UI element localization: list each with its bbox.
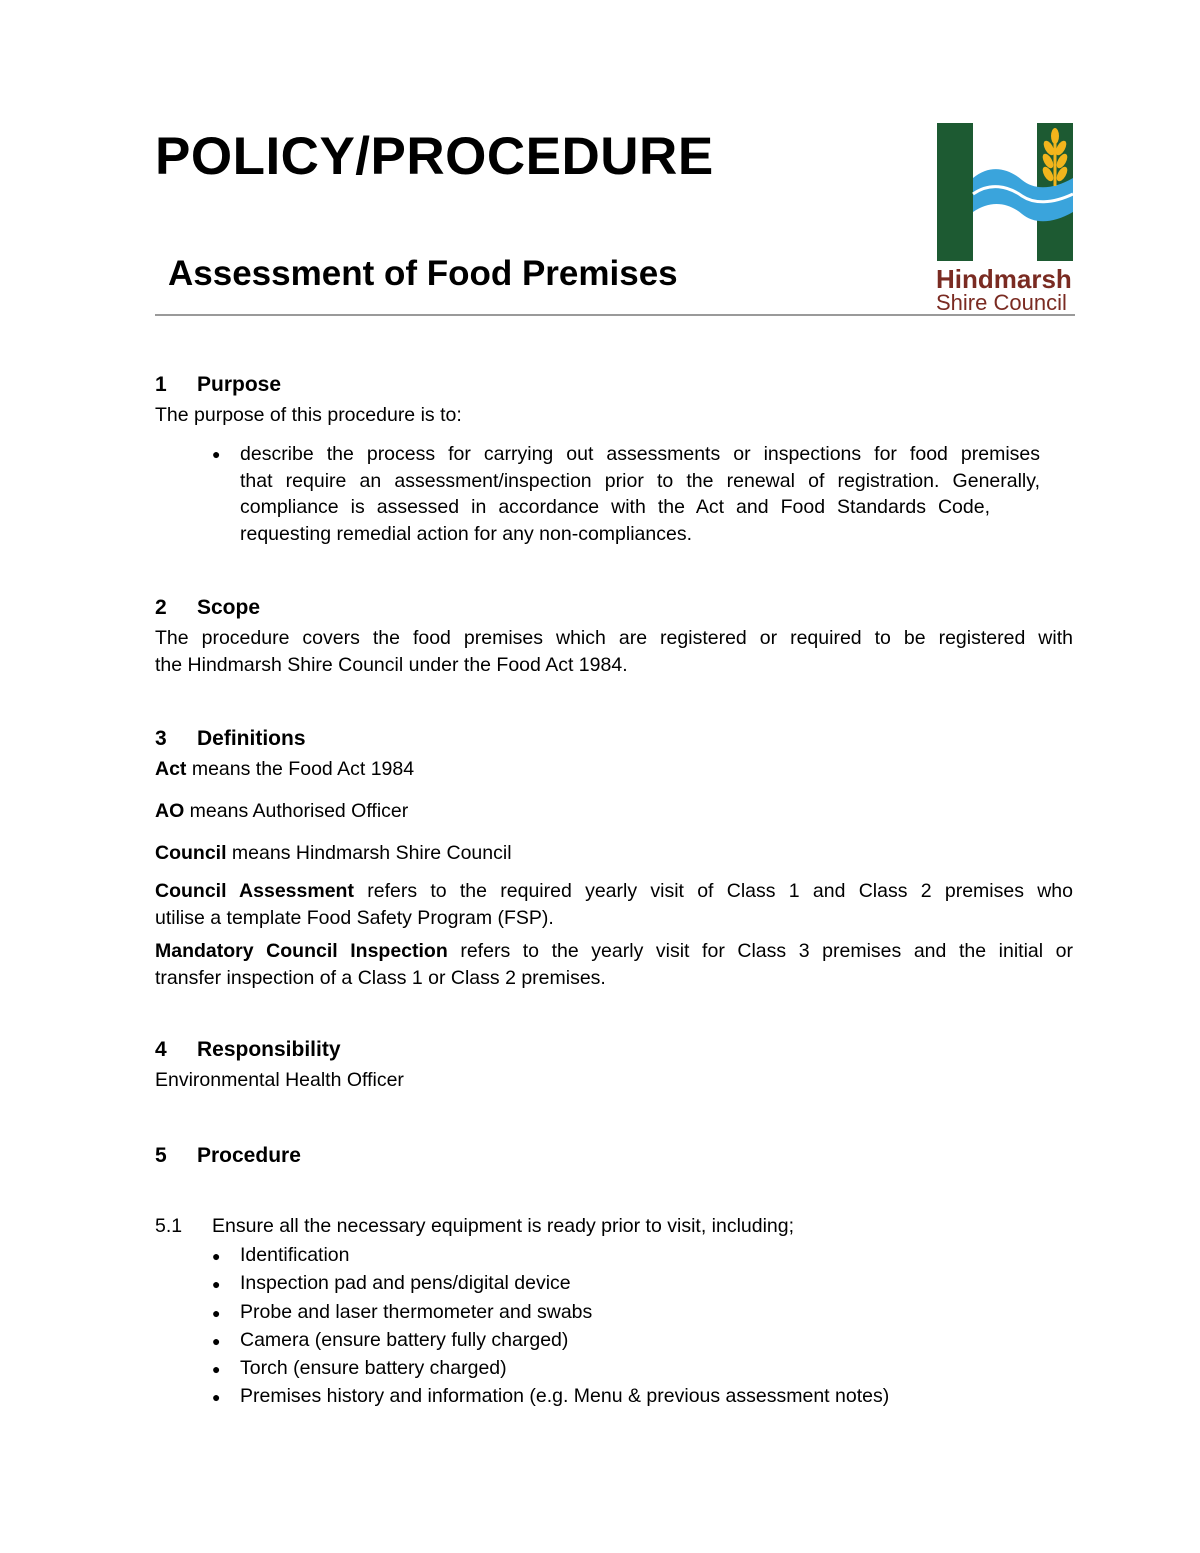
list-item bbox=[212, 1383, 889, 1411]
list-item-text: Inspection pad and pens/digital device bbox=[240, 1272, 571, 1295]
section-title: Responsibility bbox=[197, 1038, 341, 1061]
list-item-text: Camera (ensure battery fully charged) bbox=[240, 1328, 569, 1351]
step-text: Ensure all the necessary equipment is ready prior to visit, including; bbox=[212, 1215, 795, 1237]
definition-council-assessment bbox=[155, 878, 1073, 931]
definition-text: means Authorised Officer bbox=[184, 800, 409, 822]
scope-paragraph bbox=[155, 625, 1073, 678]
procedure-step bbox=[155, 1213, 794, 1240]
bullet-icon: ● bbox=[212, 1276, 221, 1293]
section-heading-procedure bbox=[155, 1145, 301, 1166]
bullet-line: describe the process for carrying out assessments or inspections for food premises bbox=[240, 443, 1040, 465]
definition-act bbox=[155, 756, 414, 783]
definition-text: means the Food Act 1984 bbox=[186, 758, 415, 780]
definition-line bbox=[155, 938, 1073, 965]
definition-term: Council bbox=[155, 842, 227, 864]
definition-term: AO bbox=[155, 800, 185, 822]
bullet-icon: ● bbox=[212, 1248, 221, 1264]
list-item-text: Torch (ensure battery charged) bbox=[240, 1357, 507, 1380]
list-item bbox=[212, 1299, 889, 1327]
bullet-icon: ● bbox=[212, 1304, 221, 1321]
section-number: 1 bbox=[155, 373, 167, 396]
section-number: 2 bbox=[155, 596, 167, 619]
council-logo bbox=[930, 120, 1080, 320]
responsibility-text: Environmental Health Officer bbox=[155, 1069, 404, 1091]
section-number: 5 bbox=[155, 1144, 167, 1167]
section-heading-definitions bbox=[155, 728, 306, 749]
definition-council bbox=[155, 840, 512, 867]
definition-text: refers to the required yearly visit of Class 1 and Class 2 premises who bbox=[353, 880, 1074, 902]
bullet-icon: ● bbox=[212, 446, 221, 462]
section-number: 3 bbox=[155, 727, 167, 750]
bullet-line: that require an assessment/inspection prior to the renewal of registration. Generally, bbox=[240, 469, 1040, 492]
list-item bbox=[212, 1242, 889, 1270]
step-number: 5.1 bbox=[155, 1215, 183, 1237]
section-title: Purpose bbox=[197, 373, 282, 396]
bullet-icon: ● bbox=[212, 1389, 221, 1406]
council-logo-mark bbox=[930, 120, 1080, 262]
section-title: Scope bbox=[197, 596, 261, 619]
section-heading-purpose bbox=[155, 374, 281, 395]
list-item bbox=[212, 1327, 889, 1355]
list-item-text: Premises history and information (e.g. Menu & previous assessment notes) bbox=[240, 1385, 890, 1408]
definition-continuation: utilise a template Food Safety Program (FSP). bbox=[155, 906, 554, 929]
definition-text: refers to the yearly visit for Class 3 premises and the initial or bbox=[447, 940, 1073, 962]
definition-mandatory-inspection bbox=[155, 938, 1073, 991]
definition-term: Council Assessment bbox=[155, 880, 354, 902]
list-item bbox=[212, 1355, 889, 1383]
bullet-icon: ● bbox=[212, 1332, 221, 1349]
section-number: 4 bbox=[155, 1038, 167, 1061]
document-title: Assessment of Food Premises bbox=[168, 254, 678, 293]
bullet-icon: ● bbox=[212, 1361, 221, 1378]
list-item bbox=[212, 1270, 889, 1298]
definition-ao bbox=[155, 798, 408, 825]
logo-wordmark: Hindmarsh bbox=[936, 264, 1072, 294]
purpose-bullet bbox=[240, 441, 1040, 547]
definition-text: means Hindmarsh Shire Council bbox=[226, 842, 512, 864]
definition-line bbox=[155, 878, 1073, 905]
definition-term: Mandatory Council Inspection bbox=[155, 940, 448, 962]
definition-term: Act bbox=[155, 758, 187, 780]
paragraph-line: the Hindmarsh Shire Council under the Food Act 1984. bbox=[155, 653, 628, 676]
definition-continuation: transfer inspection of a Class 1 or Class 2 premises. bbox=[155, 966, 606, 989]
list-item-text: Probe and laser thermometer and swabs bbox=[240, 1300, 593, 1323]
section-heading-responsibility bbox=[155, 1039, 341, 1060]
bullet-line: compliance is assessed in accordance with the Act and Food Standards Code, bbox=[240, 496, 990, 518]
section-title: Procedure bbox=[197, 1144, 301, 1167]
section-title: Definitions bbox=[197, 727, 306, 750]
paragraph-line: The procedure covers the food premises which are registered or required to be registered with bbox=[155, 627, 1073, 649]
section-heading-scope bbox=[155, 597, 260, 618]
logo-subtitle: Shire Council bbox=[936, 290, 1067, 315]
bullet-line: requesting remedial action for any non-compliances. bbox=[240, 522, 692, 545]
list-item-text: Identification bbox=[240, 1244, 350, 1266]
purpose-intro: The purpose of this procedure is to: bbox=[155, 404, 462, 426]
document-type: POLICY/PROCEDURE bbox=[155, 127, 714, 186]
equipment-list bbox=[212, 1242, 889, 1412]
